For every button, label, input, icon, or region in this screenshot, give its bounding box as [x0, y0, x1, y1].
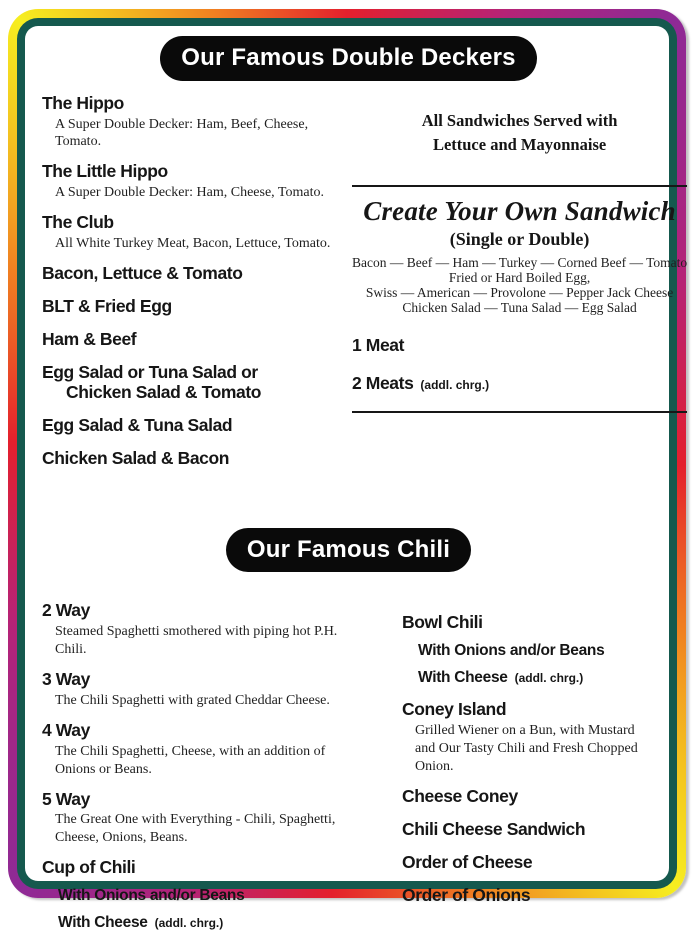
sandwich-note-line1: All Sandwiches Served with [421, 110, 618, 130]
create-your-own-title: Create Your Own Sandwich [363, 196, 676, 227]
item-description: The Chili Spaghetti, Cheese, with an addition of Onions or Beans. [55, 743, 326, 777]
item-title: Egg Salad & Tuna Salad [42, 414, 233, 435]
teal-border [17, 18, 688, 932]
sandwich-note [352, 109, 687, 159]
menu-content [25, 26, 688, 932]
divider-line-top [352, 185, 687, 187]
item-title: Bowl Chili [402, 612, 483, 633]
menu-item-coney-island [402, 700, 653, 776]
item-title-line2: Chicken Salad & Tomato [66, 381, 262, 402]
item-title: The Club [42, 212, 114, 233]
menu-item-chicken-salad-bacon [42, 449, 352, 469]
menu-item-ham-beef [42, 330, 352, 350]
item-title: 2 Way [42, 600, 90, 621]
item-title: 5 Way [42, 788, 90, 809]
two-meats-row [352, 373, 687, 394]
menu-item-chili-cheese-sandwich [402, 820, 653, 840]
sandwich-note-line2: Lettuce and Mayonnaise [432, 135, 607, 155]
item-title: 3 Way [42, 668, 90, 689]
item-description: Steamed Spaghetti smothered with piping hot P.H. Chili. [55, 624, 338, 658]
sub-item-label: With Cheese [58, 914, 148, 932]
create-your-own-options [352, 255, 687, 315]
item-title: Coney Island [402, 699, 507, 720]
menu-item-the-little-hippo [42, 162, 352, 202]
item-title: Ham & Beef [42, 328, 137, 349]
item-description: All White Turkey Meat, Bacon, Lettuce, Tomato. [55, 236, 331, 252]
double-deckers-columns [34, 92, 688, 482]
item-description: Grilled Wiener on a Bun, with Mustard and Our Tasty Chili and Fresh Chopped Onion. [415, 723, 638, 774]
section-title-chili: Our Famous Chili [226, 528, 471, 573]
options-line-egg: Fried or Hard Boiled Egg, [448, 270, 591, 286]
menu-item-order-of-onions [402, 886, 653, 906]
item-title: The Little Hippo [42, 161, 168, 182]
divider-line-bottom [352, 411, 687, 413]
additional-charge-note: (addl. chrg.) [420, 377, 490, 392]
options-line-cheeses: Swiss — American — Provolone — Pepper Jack Cheese [365, 285, 674, 301]
item-description: A Super Double Decker: Ham, Beef, Cheese, Tomato. [55, 116, 309, 150]
item-title: Cup of Chili [42, 857, 136, 878]
menu-item-order-of-cheese [402, 853, 653, 873]
item-title: Order of Onions [402, 884, 531, 905]
double-deckers-right-column [352, 94, 687, 482]
item-title: Chili Cheese Sandwich [402, 818, 586, 839]
double-deckers-left-column [42, 94, 352, 482]
sub-item-label: With Cheese [418, 669, 508, 687]
one-meat-row: 1 Meat [352, 334, 405, 355]
item-title: Cheese Coney [402, 785, 518, 806]
menu-item-4-way [42, 721, 402, 779]
additional-charge-note: (addl. chrg.) [514, 671, 584, 686]
menu-item-salads-tomato [42, 363, 352, 403]
chili-left-column [42, 601, 402, 945]
item-title: BLT & Fried Egg [42, 295, 172, 316]
sub-item-onions-beans: With Onions and/or Beans [58, 887, 245, 905]
item-description: A Super Double Decker: Ham, Cheese, Tomato. [55, 185, 324, 201]
menu-item-cheese-coney [402, 787, 653, 807]
menu-item-egg-tuna-salad [42, 416, 352, 436]
menu-item-cup-of-chili [42, 858, 402, 932]
item-description: The Chili Spaghetti with grated Cheddar Cheese. [55, 692, 330, 708]
menu-item-5-way [42, 790, 402, 848]
section-title-double-deckers: Our Famous Double Deckers [160, 36, 536, 81]
menu-item-2-way [42, 601, 402, 659]
item-description: The Great One with Everything - Chili, Spaghetti, Cheese, Onions, Beans. [55, 812, 336, 846]
sub-item-cheese [418, 669, 653, 687]
item-title: Order of Cheese [402, 851, 533, 872]
meat-choices [352, 335, 687, 394]
chili-columns [34, 601, 663, 945]
menu-item-3-way [42, 670, 402, 710]
item-title: Chicken Salad & Bacon [42, 447, 230, 468]
two-meats-label: 2 Meats [352, 372, 414, 393]
menu-item-the-hippo [42, 94, 352, 152]
create-your-own-subtitle: (Single or Double) [449, 229, 590, 250]
item-title: Egg Salad or Tuna Salad or [42, 361, 258, 382]
rainbow-border [8, 9, 688, 932]
menu-item-blt [42, 264, 352, 284]
additional-charge-note: (addl. chrg.) [154, 916, 224, 931]
menu-item-bowl-chili [402, 613, 653, 687]
options-line-meats: Bacon — Beef — Ham — Turkey — Corned Beef — Tomato [352, 255, 688, 271]
item-title: The Hippo [42, 92, 124, 113]
options-line-salads: Chicken Salad — Tuna Salad — Egg Salad [402, 300, 637, 316]
item-title: 4 Way [42, 719, 90, 740]
sub-item-cheese [58, 914, 402, 932]
sub-item-onions-beans: With Onions and/or Beans [418, 642, 605, 660]
menu-item-the-club [42, 213, 352, 253]
menu-item-blt-fried-egg [42, 297, 352, 317]
chili-right-column [402, 613, 653, 945]
item-title: Bacon, Lettuce & Tomato [42, 263, 243, 284]
